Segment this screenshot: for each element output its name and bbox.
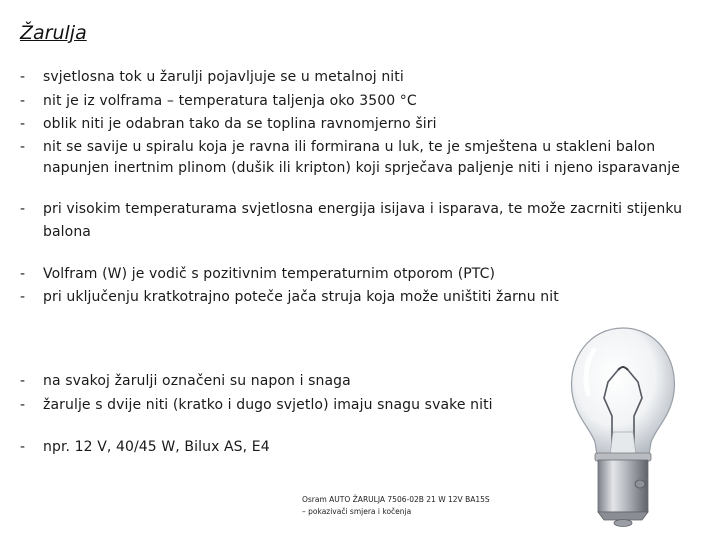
bullet-dash: - [20,397,26,413]
bullet-text: na svakoj žarulji označeni su napon i snaga [43,373,351,389]
bullet-text-continued: napunjen inertnim plinom (dušik ili kripton) koji sprječava paljenje niti i njeno isparavanje [43,160,680,176]
bullet-dash: - [20,373,26,389]
bullet-text: nit je iz volframa – temperatura taljenja oko 3500 °C [43,93,417,109]
bullet-dash: - [20,439,26,455]
bullet-dash: - [20,266,26,282]
bullet-text: npr. 12 V, 40/45 W, Bilux AS, E4 [43,439,270,455]
bullet-dash: - [20,201,26,217]
bullet-dash: - [20,69,26,85]
caption-line: Osram AUTO ŽARULJA 7506-02B 21 W 12V BA15S [302,495,490,504]
bullet-text: pri uključenju kratkotrajno poteče jača struja koja može uništiti žarnu nit [43,289,559,305]
bullet-text: oblik niti je odabran tako da se toplina ravnomjerno širi [43,116,437,132]
bullet-text: pri visokim temperaturama svjetlosna energija isijava i isparava, te može zacrniti stijenku [43,201,683,217]
bullet-text-continued: balona [43,224,91,240]
caption-line: – pokazivači smjera i kočenja [302,507,412,516]
image-caption [302,494,490,518]
bullet-text: žarulje s dvije niti (kratko i dugo svjetlo) imaju snagu svake niti [43,397,493,413]
slide-title: Žarulja [20,22,87,44]
car-bulb-image [538,320,708,530]
bullet-dash: - [20,116,26,132]
bullet-text: svjetlosna tok u žarulji pojavljuje se u metalnoj niti [43,69,404,85]
bullet-dash: - [20,93,26,109]
bullet-text: nit se savije u spiralu koja je ravna ili formirana u luk, te je smještena u stakleni balon [43,139,656,155]
bullet-dash: - [20,289,26,305]
bullet-dash: - [20,139,26,155]
bullet-text: Volfram (W) je vodič s pozitivnim temperaturnim otporom (PTC) [43,266,496,282]
